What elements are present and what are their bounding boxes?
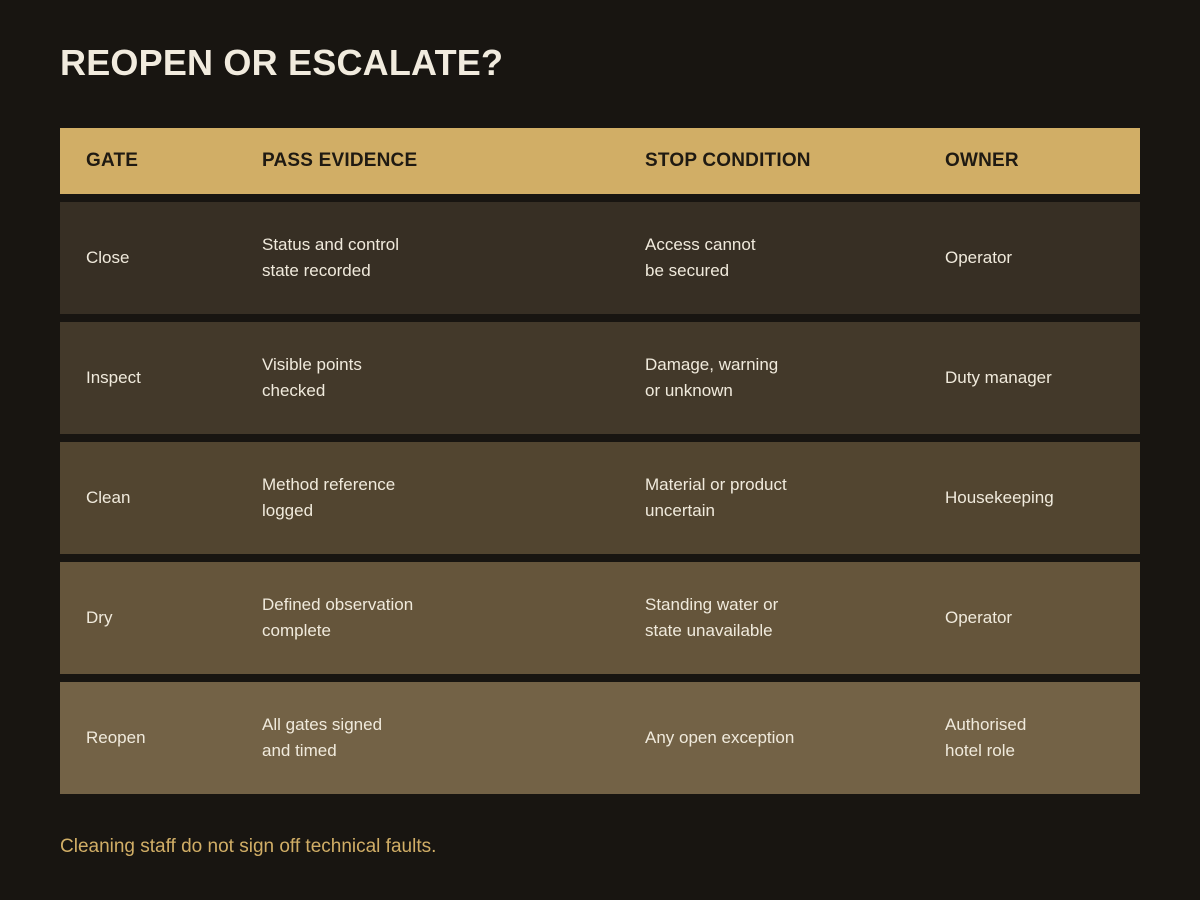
header-cell-gate: [86, 128, 256, 194]
pass-evidence-line: All gates signed: [262, 715, 383, 734]
gate-cell: [86, 682, 256, 794]
owner-line: Duty manager: [945, 368, 1052, 387]
pass-evidence-cell: [262, 202, 632, 314]
gate-table: [60, 128, 1140, 802]
stop-condition-cell: [645, 202, 935, 314]
stop-condition-line: Access cannot: [645, 235, 756, 254]
header-cell-owner: [945, 128, 1135, 194]
pass-evidence-line: Status and control: [262, 235, 400, 254]
pass-evidence-line: complete: [262, 621, 331, 640]
pass-evidence-line: state recorded: [262, 261, 371, 280]
stop-condition-line: uncertain: [645, 501, 715, 520]
page-title: REOPEN OR ESCALATE?: [60, 42, 504, 83]
stop-condition-cell: [645, 442, 935, 554]
gate-name: Reopen: [86, 728, 146, 747]
pass-evidence-cell: [262, 562, 632, 674]
pass-evidence-line: Visible points: [262, 355, 362, 374]
pass-evidence-line: logged: [262, 501, 314, 520]
owner-line: Authorised: [945, 715, 1027, 734]
owner-line: Housekeeping: [945, 488, 1054, 507]
header-label-owner: OWNER: [945, 150, 1019, 171]
owner-cell: [945, 442, 1135, 554]
table-row: [60, 562, 1140, 674]
gate-cell: [86, 442, 256, 554]
stop-condition-line: Material or product: [645, 475, 787, 494]
table-row: [60, 682, 1140, 794]
stop-condition-cell: [645, 562, 935, 674]
pass-evidence-cell: [262, 442, 632, 554]
gate-cell: [86, 562, 256, 674]
owner-cell: [945, 202, 1135, 314]
stop-condition-cell: [645, 322, 935, 434]
owner-line: Operator: [945, 248, 1013, 267]
footnote: Cleaning staff do not sign off technical faults.: [60, 836, 437, 857]
gate-name: Dry: [86, 608, 113, 627]
stop-condition-line: be secured: [645, 261, 730, 280]
stop-condition-line: Standing water or: [645, 595, 779, 614]
gate-cell: [86, 322, 256, 434]
table-row: [60, 202, 1140, 314]
stop-condition-line: Damage, warning: [645, 355, 779, 374]
stop-condition-line: Any open exception: [645, 728, 795, 747]
pass-evidence-cell: [262, 322, 632, 434]
pass-evidence-line: Method reference: [262, 475, 396, 494]
gate-name: Close: [86, 248, 130, 267]
stop-condition-line: or unknown: [645, 381, 733, 400]
gate-name: Clean: [86, 488, 131, 507]
header-label-gate: GATE: [86, 150, 139, 171]
header-cell-stop-condition: [645, 128, 935, 194]
owner-line: Operator: [945, 608, 1013, 627]
table-header-row: [60, 128, 1140, 194]
stop-condition-cell: [645, 682, 935, 794]
pass-evidence-line: and timed: [262, 741, 337, 760]
table-row: [60, 442, 1140, 554]
gate-name: Inspect: [86, 368, 141, 387]
pass-evidence-line: checked: [262, 381, 326, 400]
gate-cell: [86, 202, 256, 314]
pass-evidence-line: Defined observation: [262, 595, 414, 614]
header-cell-pass-evidence: [262, 128, 632, 194]
table-row: [60, 322, 1140, 434]
header-label-stop-condition: STOP CONDITION: [645, 150, 811, 171]
owner-cell: [945, 682, 1135, 794]
stop-condition-line: state unavailable: [645, 621, 773, 640]
header-label-pass-evidence: PASS EVIDENCE: [262, 150, 418, 171]
owner-line: hotel role: [945, 741, 1015, 760]
owner-cell: [945, 562, 1135, 674]
owner-cell: [945, 322, 1135, 434]
pass-evidence-cell: [262, 682, 632, 794]
